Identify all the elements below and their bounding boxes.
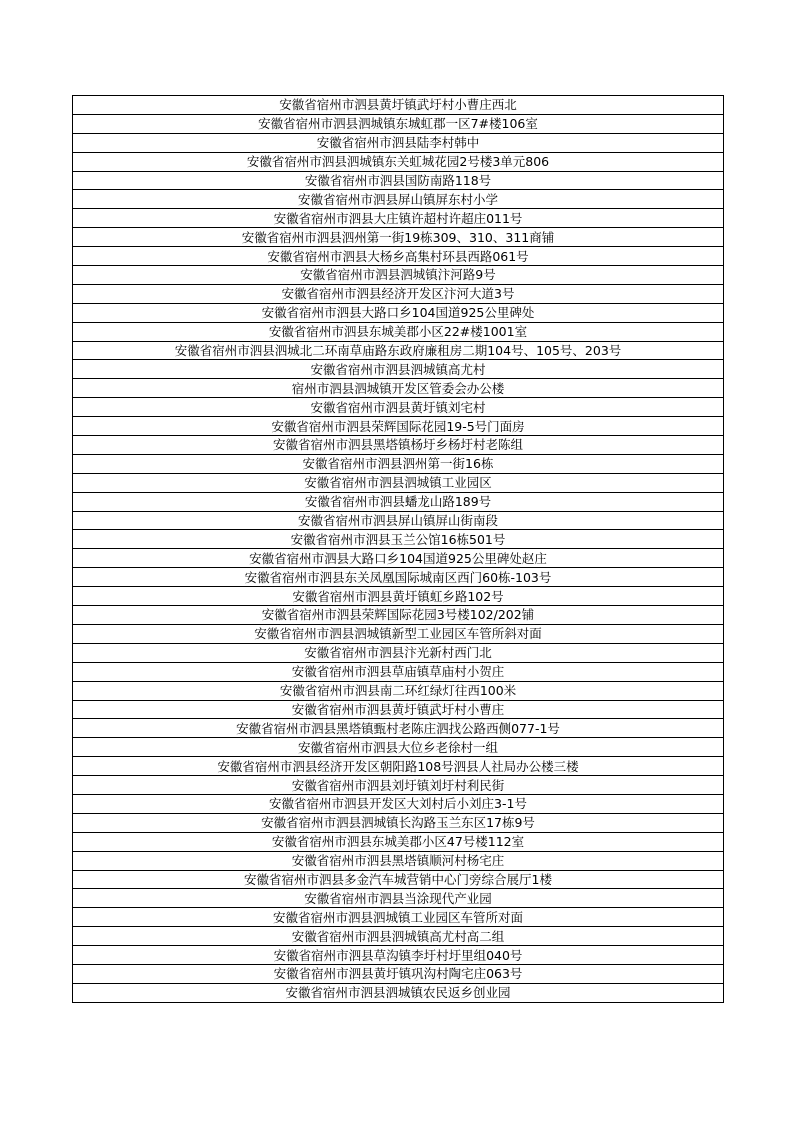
table-row bbox=[73, 813, 724, 832]
address-cell: 安徽省宿州市泗县泗城镇高尤村高二组 bbox=[73, 927, 724, 946]
address-cell: 安徽省宿州市泗县黄圩镇武圩村小曹庄 bbox=[73, 700, 724, 719]
address-cell: 安徽省宿州市泗县荣辉国际花园19-5号门面房 bbox=[73, 417, 724, 436]
table-row bbox=[73, 776, 724, 795]
address-cell: 安徽省宿州市泗县泗城镇新型工业园区车管所斜对面 bbox=[73, 624, 724, 643]
address-cell: 安徽省宿州市泗县泗城镇长沟路玉兰东区17栋9号 bbox=[73, 813, 724, 832]
address-cell: 宿州市泗县泗城镇开发区管委会办公楼 bbox=[73, 379, 724, 398]
address-cell: 安徽省宿州市泗县开发区大刘村后小刘庄3-1号 bbox=[73, 794, 724, 813]
table-row bbox=[73, 889, 724, 908]
table-row bbox=[73, 96, 724, 115]
table-row bbox=[73, 757, 724, 776]
table-row bbox=[73, 379, 724, 398]
table-row bbox=[73, 322, 724, 341]
address-cell: 安徽省宿州市泗县黑塔镇顺河村杨宅庄 bbox=[73, 851, 724, 870]
address-cell: 安徽省宿州市泗县大杨乡高集村环县西路061号 bbox=[73, 247, 724, 266]
address-cell: 安徽省宿州市泗县多金汽车城营销中心门旁综合展厅1楼 bbox=[73, 870, 724, 889]
address-cell: 安徽省宿州市泗县荣辉国际花园3号楼102/202铺 bbox=[73, 606, 724, 625]
address-sheet bbox=[72, 95, 724, 1003]
table-row bbox=[73, 303, 724, 322]
address-table-body bbox=[73, 96, 724, 1003]
table-row bbox=[73, 133, 724, 152]
address-cell: 安徽省宿州市泗县泗州第一街16栋 bbox=[73, 454, 724, 473]
address-cell: 安徽省宿州市泗县南二环红绿灯往西100米 bbox=[73, 681, 724, 700]
address-cell: 安徽省宿州市泗县当涂现代产业园 bbox=[73, 889, 724, 908]
table-row bbox=[73, 549, 724, 568]
address-cell: 安徽省宿州市泗县泗城镇东城虹郡一区7#楼106室 bbox=[73, 114, 724, 133]
address-cell: 安徽省宿州市泗县黄圩镇虹乡路102号 bbox=[73, 587, 724, 606]
table-row bbox=[73, 946, 724, 965]
table-row bbox=[73, 851, 724, 870]
address-cell: 安徽省宿州市泗县泗城镇工业园区车管所对面 bbox=[73, 908, 724, 927]
address-cell: 安徽省宿州市泗县大庄镇许超村许超庄011号 bbox=[73, 209, 724, 228]
address-cell: 安徽省宿州市泗县泗城镇高尤村 bbox=[73, 360, 724, 379]
table-row bbox=[73, 568, 724, 587]
table-row bbox=[73, 436, 724, 455]
table-row bbox=[73, 832, 724, 851]
table-row bbox=[73, 341, 724, 360]
table-row bbox=[73, 492, 724, 511]
table-row bbox=[73, 870, 724, 889]
table-row bbox=[73, 247, 724, 266]
address-cell: 安徽省宿州市泗县泗城镇农民返乡创业园 bbox=[73, 983, 724, 1002]
address-cell: 安徽省宿州市泗县黄圩镇武圩村小曹庄西北 bbox=[73, 96, 724, 115]
table-row bbox=[73, 266, 724, 285]
address-cell: 安徽省宿州市泗县大位乡老徐村一组 bbox=[73, 738, 724, 757]
table-row bbox=[73, 983, 724, 1002]
table-row bbox=[73, 643, 724, 662]
table-row bbox=[73, 662, 724, 681]
address-cell: 安徽省宿州市泗县玉兰公馆16栋501号 bbox=[73, 530, 724, 549]
table-row bbox=[73, 719, 724, 738]
address-cell: 安徽省宿州市泗县黑塔镇甄村老陈庄泗找公路西侧077-1号 bbox=[73, 719, 724, 738]
address-cell: 安徽省宿州市泗县国防南路118号 bbox=[73, 171, 724, 190]
table-row bbox=[73, 171, 724, 190]
table-row bbox=[73, 152, 724, 171]
address-cell: 安徽省宿州市泗县屏山镇屏山街南段 bbox=[73, 511, 724, 530]
address-cell: 安徽省宿州市泗县泗城镇汴河路9号 bbox=[73, 266, 724, 285]
table-row bbox=[73, 228, 724, 247]
address-cell: 安徽省宿州市泗县经济开发区汴河大道3号 bbox=[73, 284, 724, 303]
address-cell: 安徽省宿州市泗县泗城镇工业园区 bbox=[73, 473, 724, 492]
address-cell: 安徽省宿州市泗县陆李村韩中 bbox=[73, 133, 724, 152]
address-cell: 安徽省宿州市泗县刘圩镇刘圩村利民街 bbox=[73, 776, 724, 795]
table-row bbox=[73, 417, 724, 436]
address-cell: 安徽省宿州市泗县屏山镇屏东村小学 bbox=[73, 190, 724, 209]
table-row bbox=[73, 190, 724, 209]
table-row bbox=[73, 908, 724, 927]
table-row bbox=[73, 606, 724, 625]
table-row bbox=[73, 511, 724, 530]
table-row bbox=[73, 681, 724, 700]
address-cell: 安徽省宿州市泗县经济开发区朝阳路108号泗县人社局办公楼三楼 bbox=[73, 757, 724, 776]
table-row bbox=[73, 738, 724, 757]
table-row bbox=[73, 360, 724, 379]
table-row bbox=[73, 794, 724, 813]
table-row bbox=[73, 530, 724, 549]
address-cell: 安徽省宿州市泗县大路口乡104国道925公里碑处赵庄 bbox=[73, 549, 724, 568]
table-row bbox=[73, 398, 724, 417]
table-row bbox=[73, 473, 724, 492]
address-cell: 安徽省宿州市泗县东关凤凰国际城南区西门60栋-103号 bbox=[73, 568, 724, 587]
address-cell: 安徽省宿州市泗县草庙镇草庙村小贺庄 bbox=[73, 662, 724, 681]
table-row bbox=[73, 454, 724, 473]
table-row bbox=[73, 114, 724, 133]
address-cell: 安徽省宿州市泗县泗州第一街19栋309、310、311商铺 bbox=[73, 228, 724, 247]
table-row bbox=[73, 587, 724, 606]
table-row bbox=[73, 700, 724, 719]
address-table bbox=[72, 95, 724, 1003]
table-row bbox=[73, 927, 724, 946]
table-row bbox=[73, 964, 724, 983]
address-cell: 安徽省宿州市泗县东城美郡小区22#楼1001室 bbox=[73, 322, 724, 341]
table-row bbox=[73, 284, 724, 303]
address-cell: 安徽省宿州市泗县大路口乡104国道925公里碑处 bbox=[73, 303, 724, 322]
address-cell: 安徽省宿州市泗县黄圩镇巩沟村陶宅庄063号 bbox=[73, 964, 724, 983]
table-row bbox=[73, 209, 724, 228]
address-cell: 安徽省宿州市泗县黑塔镇杨圩乡杨圩村老陈组 bbox=[73, 436, 724, 455]
address-cell: 安徽省宿州市泗县蟠龙山路189号 bbox=[73, 492, 724, 511]
table-row bbox=[73, 624, 724, 643]
address-cell: 安徽省宿州市泗县泗城北二环南草庙路东政府廉租房二期104号、105号、203号 bbox=[73, 341, 724, 360]
address-cell: 安徽省宿州市泗县汴光新村西门北 bbox=[73, 643, 724, 662]
address-cell: 安徽省宿州市泗县泗城镇东关虹城花园2号楼3单元806 bbox=[73, 152, 724, 171]
address-cell: 安徽省宿州市泗县黄圩镇刘宅村 bbox=[73, 398, 724, 417]
address-cell: 安徽省宿州市泗县东城美郡小区47号楼112室 bbox=[73, 832, 724, 851]
address-cell: 安徽省宿州市泗县草沟镇李圩村圩里组040号 bbox=[73, 946, 724, 965]
